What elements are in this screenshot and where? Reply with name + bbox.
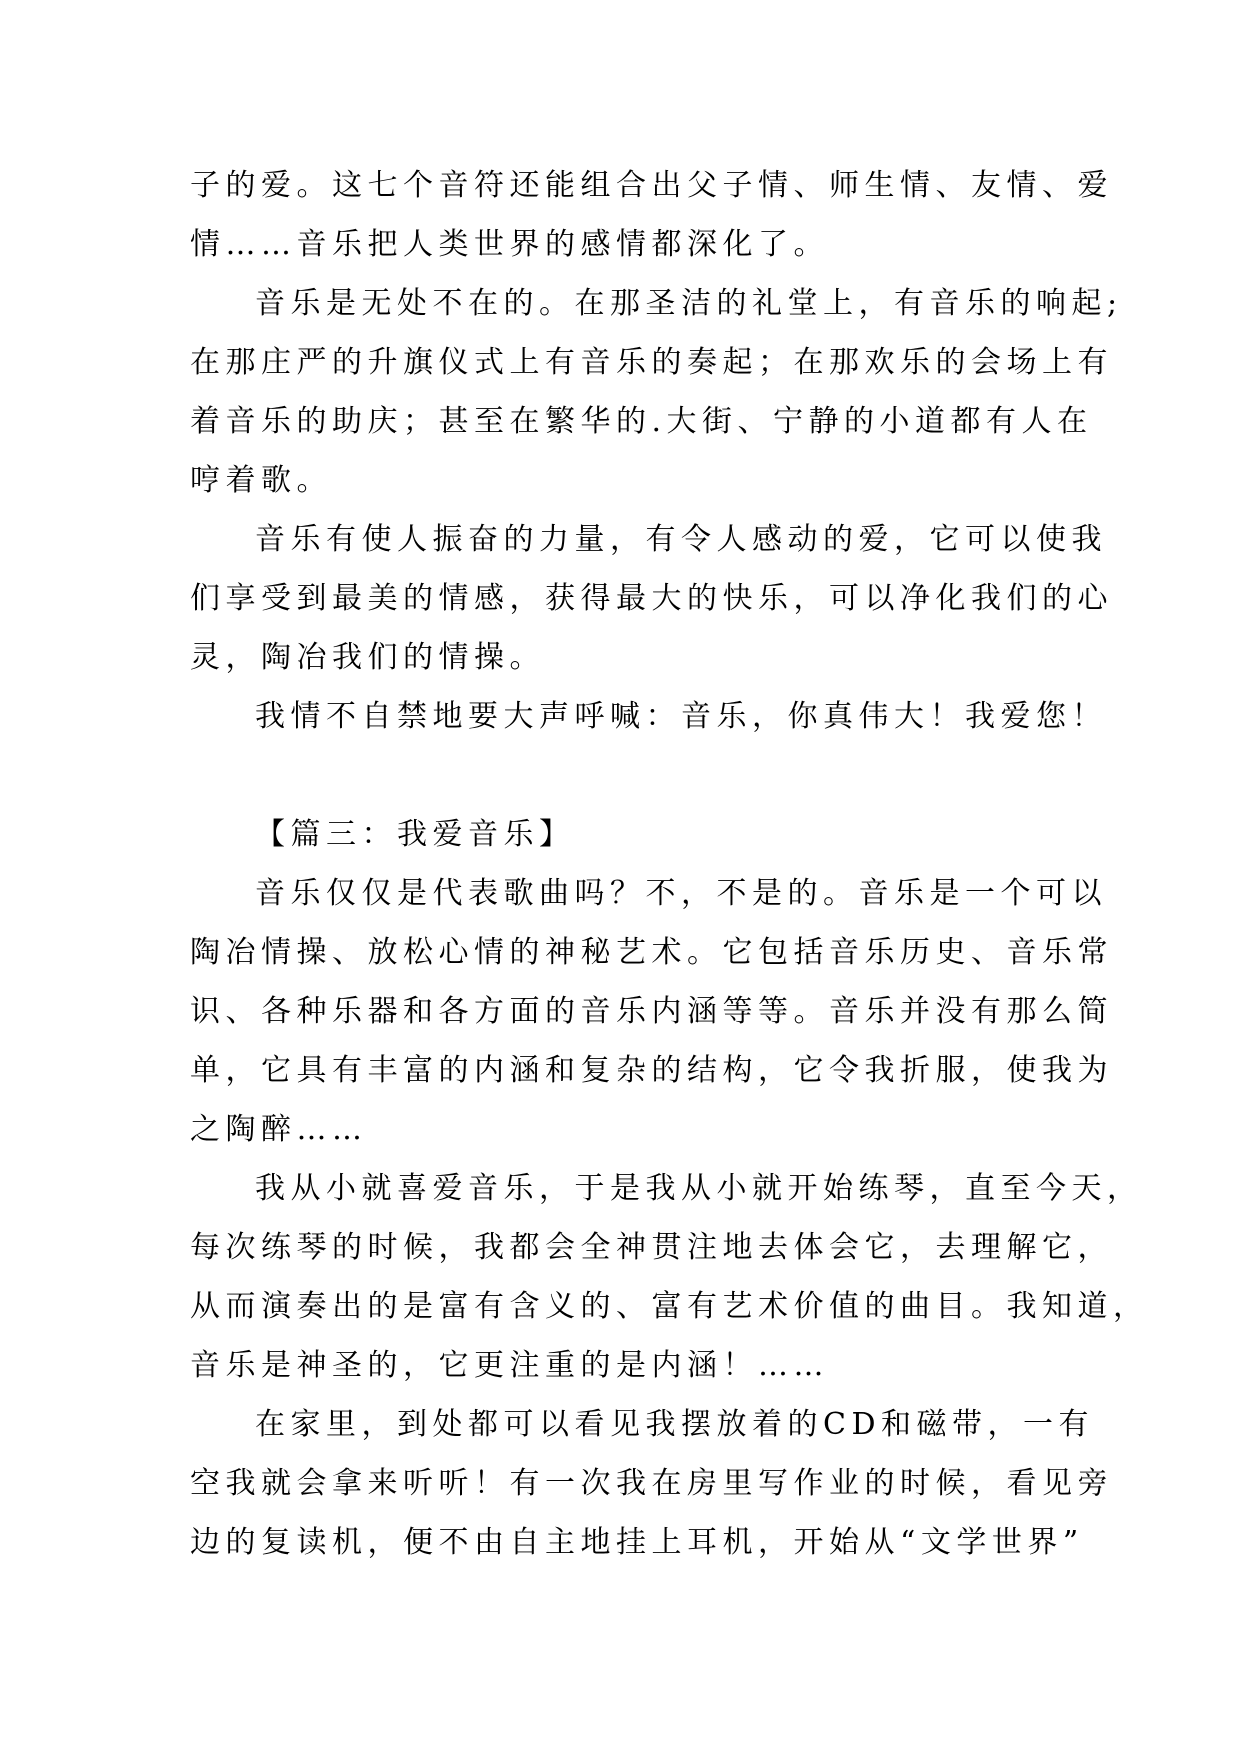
text-line: 在家里，到处都可以看见我摆放着的CD和磁带，一有 — [255, 1407, 1095, 1442]
text-line: 哼着歌。 — [190, 463, 332, 498]
text-line: 空我就会拿来听听！有一次我在房里写作业的时候，看见旁 — [190, 1466, 1113, 1501]
text-line: 单，它具有丰富的内涵和复杂的结构，它令我折服，使我为 — [190, 1053, 1113, 1088]
text-line: 音乐仅仅是代表歌曲吗？不，不是的。音乐是一个可以 — [255, 876, 1107, 911]
text-line: 音乐是无处不在的。在那圣洁的礼堂上，有音乐的响起; — [255, 286, 1123, 321]
text-line: 我从小就喜爱音乐，于是我从小就开始练琴，直至今天， — [255, 1171, 1143, 1206]
text-line: 陶冶情操、放松心情的神秘艺术。它包括音乐历史、音乐常 — [190, 935, 1113, 970]
text-line: 之陶醉…… — [190, 1112, 368, 1147]
text-line: 着音乐的助庆；甚至在繁华的.大街、宁静的小道都有人在 — [190, 404, 1093, 439]
text-line: 子的爱。这七个音符还能组合出父子情、师生情、友情、爱 — [190, 168, 1113, 203]
text-line: 在那庄严的升旗仪式上有音乐的奏起；在那欢乐的会场上有 — [190, 345, 1113, 380]
text-line: 边的复读机，便不由自主地挂上耳机，开始从“文学世界” — [190, 1525, 1084, 1560]
text-line: 情……音乐把人类世界的感情都深化了。 — [190, 227, 829, 262]
text-line: 识、各种乐器和各方面的音乐内涵等等。音乐并没有那么简 — [190, 994, 1113, 1029]
text-line: 们享受到最美的情感，获得最大的快乐，可以净化我们的心 — [190, 581, 1113, 616]
text-line: 灵，陶冶我们的情操。 — [190, 640, 545, 675]
text-line: 音乐是神圣的，它更注重的是内涵！…… — [190, 1348, 829, 1383]
text-line: 每次练琴的时候，我都会全神贯注地去体会它，去理解它， — [190, 1230, 1113, 1265]
blank-line — [190, 746, 1070, 805]
text-line: 音乐有使人振奋的力量，有令人感动的爱，它可以使我 — [255, 522, 1107, 557]
text-line: 我情不自禁地要大声呼喊：音乐，你真伟大！我爱您！ — [255, 699, 1107, 734]
section-heading: 【篇三：我爱音乐】 — [255, 817, 575, 852]
essay-body — [190, 156, 1149, 1572]
text-line: 从而演奏出的是富有含义的、富有艺术价值的曲目。我知道， — [190, 1289, 1149, 1324]
